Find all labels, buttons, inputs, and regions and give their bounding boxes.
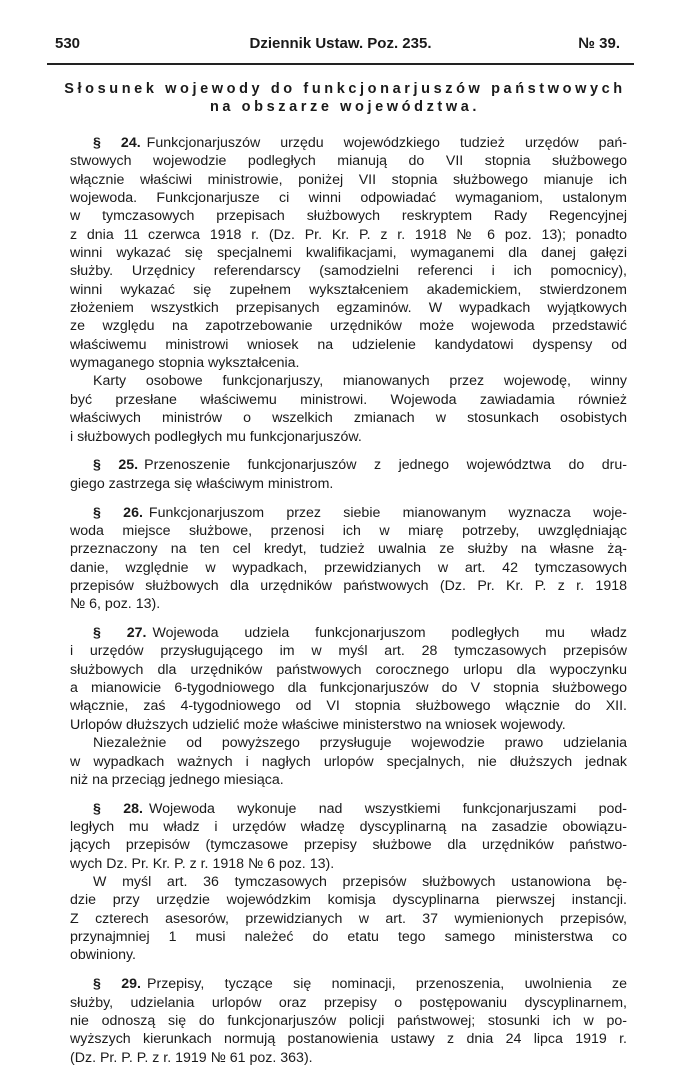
line-text: niż na przeciąg jednego miesiąca.	[70, 771, 284, 788]
text-line	[70, 891, 627, 909]
paragraph	[70, 975, 627, 1067]
text-line	[70, 475, 627, 493]
text-line	[70, 661, 627, 679]
paragraph	[70, 134, 627, 372]
text-line	[70, 910, 627, 928]
text-line	[70, 152, 627, 170]
text-line	[70, 207, 627, 225]
line-text: przepisów służbowych dla urzędników państwowych (Dz. Pr. Kr. P. z r. 1918	[70, 577, 627, 594]
text-line	[70, 855, 627, 873]
line-text: dzie przy urzędzie wojewódzkim komisja dyscyplinarna pierwszej instancji.	[70, 892, 627, 909]
line-text: Niezależnie od powyższego przysługuje wojewodzie prawo udzielania	[93, 735, 627, 752]
journal-title: Dziennik Ustaw. Poz. 235.	[249, 35, 432, 52]
text-line	[70, 456, 627, 474]
page-number: 530	[55, 35, 81, 52]
section-27	[70, 624, 627, 789]
text-line	[70, 595, 627, 613]
text-line	[70, 1049, 627, 1067]
text-line	[70, 753, 627, 771]
text-line	[70, 975, 627, 993]
line-text: złożeniem wszystkich przepisanych egzaminów. W wypadkach wyjątkowych	[70, 300, 627, 317]
line-text: Funkcjonarjuszom przez siebie mianowanym wyznacza woje-	[148, 504, 627, 521]
paragraph	[70, 800, 627, 873]
header-rule	[47, 63, 634, 65]
text-line	[70, 171, 627, 189]
text-line	[70, 873, 627, 891]
text-line	[70, 372, 627, 390]
line-text: a mianowicie 6-tygodniowego dla funkcjonarjuszów do V stopnia służbowego	[70, 680, 627, 697]
line-text: № 6, poz. 13).	[70, 596, 161, 613]
section-label: § 27.	[93, 625, 147, 642]
line-text: wyższych kierunkach normują postanowienia ustawy z dnia 24 lipca 1919 r.	[70, 1031, 627, 1048]
line-text: obwiniony.	[70, 947, 136, 964]
text-line	[70, 391, 627, 409]
line-text: danie, względnie w wypadkach, przewidzianych w art. 42 tymczasowych	[70, 559, 627, 576]
line-text: wymaganego stopnia wykształcenia.	[70, 355, 300, 372]
text-line	[70, 189, 627, 207]
line-text: w wypadkach ważnych i nagłych urlopów specjalnych, nie dłuższych jednak	[70, 753, 627, 770]
chapter-title	[60, 80, 630, 116]
text-line	[70, 504, 627, 522]
line-text: (Dz. Pr. P. P. z r. 1919 № 61 poz. 363).	[70, 1049, 313, 1066]
text-line	[70, 1012, 627, 1030]
paragraph	[70, 504, 627, 614]
line-text: służby, udzielania urlopów oraz przepisy o postępowaniu dyscyplinarnem,	[70, 994, 627, 1011]
line-text: z dnia 11 czerwca 1918 r. (Dz. Pr. Kr. P. z r. 1918 № 6 poz. 13); ponadto	[70, 226, 627, 243]
text-line	[70, 428, 627, 446]
text-line	[70, 818, 627, 836]
line-text: woda miejsce służbowe, przenosi ich w miarę potrzeby, uwzględniając	[70, 522, 627, 539]
line-text: Wojewoda udziela funkcjonarjuszom podległych mu władz	[152, 625, 627, 642]
section-26	[70, 504, 627, 614]
line-text: Karty osobowe funkcjonarjuszy, mianowanych przez wojewodę, winny	[93, 373, 627, 390]
line-text: w tymczasowych przepisach służbowych reskryptem Rady Regencyjnej	[70, 208, 627, 225]
line-text: służby. Urzędnicy referendarscy (samodzielni referenci i ich pomocnicy),	[70, 263, 627, 280]
running-header	[47, 35, 634, 57]
line-text: włącznie właściwi ministrowie, poniżej VII stopnia służbowego mianuje ich	[70, 171, 627, 188]
line-text: giego zastrzega się właściwym ministrom.	[70, 475, 334, 492]
section-28	[70, 800, 627, 965]
line-text: i urzędów przysługującego im w myśl art. 28 tymczasowych przepisów	[70, 643, 627, 660]
line-text: włącznie, zaś 4-tygodniowego od VI stopnia służbowego włącznie do XII.	[70, 698, 627, 715]
line-text: Przenoszenie funkcjonarjuszów z jednego województwa do dru-	[144, 457, 627, 474]
text-line	[70, 299, 627, 317]
section-29	[70, 975, 627, 1067]
paragraph	[70, 624, 627, 734]
line-text: W myśl art. 36 tymczasowych przepisów służbowych ustanowiona bę-	[93, 874, 627, 891]
text-line	[70, 522, 627, 540]
text-line	[70, 317, 627, 335]
section-label: § 24.	[93, 135, 141, 151]
section-label: § 26.	[93, 504, 143, 521]
paragraph	[70, 372, 627, 445]
issue-number: № 39.	[578, 35, 620, 52]
text-line	[70, 642, 627, 660]
text-line	[70, 559, 627, 577]
chapter-title-line: na obszarze województwa.	[209, 99, 481, 115]
text-line	[70, 697, 627, 715]
text-line	[70, 244, 627, 262]
section-25	[70, 456, 627, 493]
line-text: nie odnoszą się do funkcjonarjuszów policji państwowej; stosunki ich w po-	[70, 1012, 627, 1029]
text-line	[70, 262, 627, 280]
line-text: przeznaczony na ten cel kredyt, tudzież uwalnia ze służby na własne żą-	[70, 541, 627, 558]
text-line	[70, 836, 627, 854]
line-text: wych Dz. Pr. Kr. P. z r. 1918 № 6 poz. 13).	[70, 855, 335, 872]
line-text: właściwemu ministrowi wniosek na udzielenie kandydatowi dyspensy od	[70, 336, 627, 353]
line-text: winni wykazać się zupełnem wykształceniem akademickiem, stwierdzonem	[70, 281, 627, 298]
section-24	[70, 134, 627, 446]
line-text: jących przepisów (tymczasowe przepisy służbowe dla urzędników państwo-	[70, 837, 627, 854]
line-text: i służbowych podległych mu funkcjonarjuszów.	[70, 428, 362, 445]
line-text: Przepisy, tyczące się nominacji, przenoszenia, uwolnienia ze	[147, 976, 627, 993]
section-label: § 25.	[93, 457, 139, 474]
document-body	[70, 134, 627, 1067]
text-line	[70, 928, 627, 946]
text-line	[70, 1030, 627, 1048]
line-text: Wojewoda wykonuje nad wszystkiemi funkcjonarjuszami pod-	[148, 800, 627, 817]
paragraph	[70, 873, 627, 965]
line-text: właściwych ministrów o wszelkich zmianach w stosunkach osobistych	[70, 410, 627, 427]
text-line	[70, 281, 627, 299]
line-text: być przesłane właściwemu ministrowi. Wojewoda zawiadamia również	[70, 391, 627, 408]
line-text: Z czterech asesorów, przewidzianych w art. 37 wymienionych przepisów,	[70, 910, 627, 927]
text-line	[70, 409, 627, 427]
text-line	[70, 716, 627, 734]
text-line	[70, 679, 627, 697]
line-text: ze względu na zapotrzebowanie urzędników może wojewoda przedstawić	[70, 318, 627, 335]
text-line	[70, 134, 627, 152]
text-line	[70, 800, 627, 818]
section-label: § 29.	[93, 976, 141, 993]
section-label: § 28.	[93, 800, 143, 817]
text-line	[70, 354, 627, 372]
paragraph	[70, 456, 627, 493]
chapter-title-line: Słosunek wojewody do funkcjonarjuszów państwowych	[64, 81, 626, 97]
line-text: przynajmniej 1 musi należeć do etatu tego samego ministerstwa co	[70, 929, 627, 946]
text-line	[70, 226, 627, 244]
text-line	[70, 336, 627, 354]
text-line	[70, 624, 627, 642]
text-line	[70, 946, 627, 964]
text-line	[70, 734, 627, 752]
text-line	[70, 577, 627, 595]
line-text: wojewoda. Funkcjonarjusze ci winni odpowiadać wymaganiom, ustalonym	[70, 190, 627, 207]
line-text: Urlopów dłuższych udzielić może właściwe ministerstwo na wniosek wojewody.	[70, 716, 566, 733]
text-line	[70, 540, 627, 558]
paragraph	[70, 734, 627, 789]
text-line	[70, 771, 627, 789]
line-text: winni wykazać się specjalnemi kwalifikacjami, wymaganemi dla danej gałęzi	[70, 245, 627, 262]
line-text: Funkcjonarjuszów urzędu wojewódzkiego tudzież urzędów pań-	[146, 135, 627, 151]
line-text: stwowych wojewodzie podległych mianują do VII stopnia służbowego	[70, 153, 627, 170]
line-text: służbowych dla urzędników państwowych corocznego urlopu dla wypoczynku	[70, 661, 627, 678]
text-line	[70, 994, 627, 1012]
line-text: ległych mu władz i urzędów władzę dyscyplinarną na zasadzie obowiązu-	[70, 819, 627, 836]
